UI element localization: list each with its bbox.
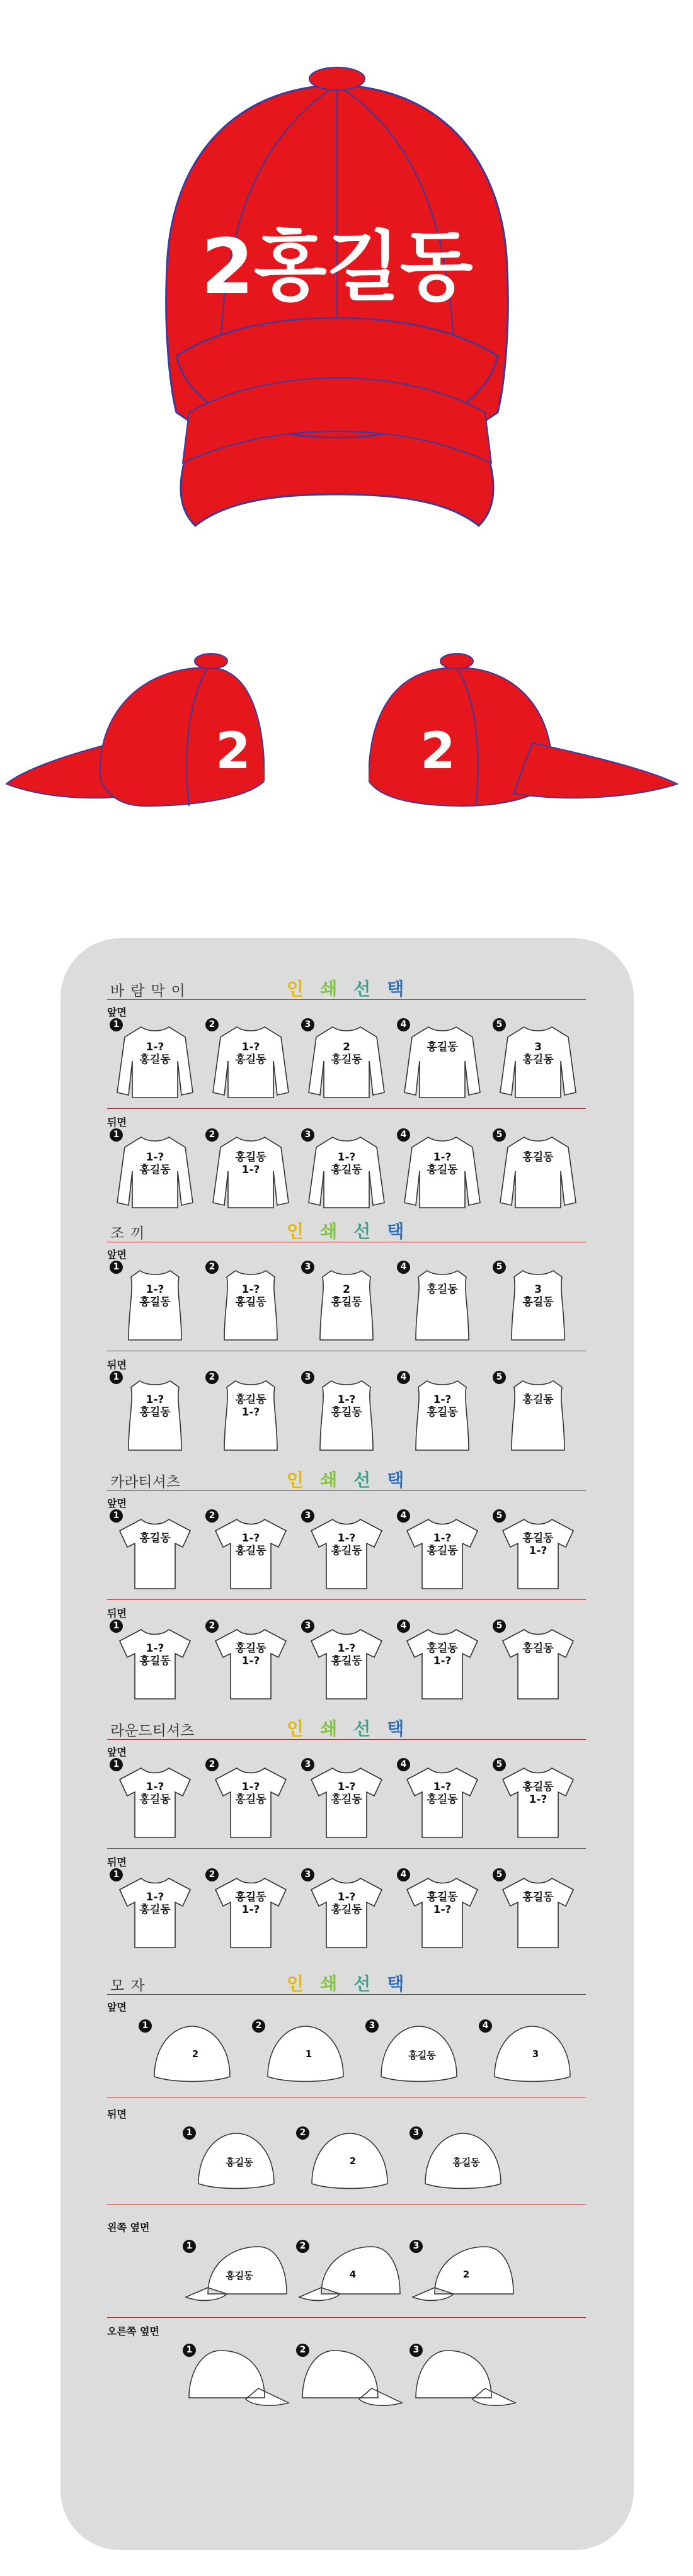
option-number-badge: 1 [139,2019,152,2033]
print-option-item[interactable] [203,1866,291,1954]
option-number-badge: 2 [205,1620,219,1633]
option-print-text: 홍길동 1-? [235,1642,266,1667]
print-select-title [287,1715,420,1740]
option-number-badge: 4 [397,1509,410,1523]
option-print-text: 홍길동 1-? [235,1151,266,1176]
print-option-item[interactable] [203,1368,291,1456]
section-title: 바람막이 [110,983,192,999]
option-print-text: 홍길동 1-? [522,1532,554,1557]
option-number-badge: 5 [493,1758,506,1771]
option-print-text: 2 [462,2269,470,2280]
option-number-badge: 5 [493,1128,506,1142]
print-option-item[interactable] [490,1126,578,1214]
option-print-text: 홍길동 1-? [235,1393,266,1419]
back-options-row [107,1617,586,1705]
option-number-badge: 4 [397,1018,410,1031]
print-option-item[interactable] [107,1617,195,1705]
print-option-item[interactable] [394,1756,483,1844]
cap-front-view [132,60,542,557]
print-select-title [287,1218,420,1243]
print-option-item[interactable] [490,1866,578,1954]
option-number-badge: 4 [397,1868,410,1881]
back-label: 뒤면 [107,1116,127,1128]
option-print-text: 1-? 홍길동 [139,1891,171,1916]
option-print-text: 1-? 홍길동 [139,1781,171,1806]
option-number-badge: 2 [205,1018,219,1031]
option-number-badge: 4 [397,1758,410,1771]
print-option-item[interactable] [394,1866,483,1954]
option-print-text: 홍길동 [139,1532,171,1545]
option-number-badge: 2 [205,1261,219,1274]
print-option-item[interactable] [299,1368,387,1456]
print-select-char: 쇄 [320,1718,354,1739]
option-print-text: 3 홍길동 [522,1041,554,1066]
print-option-item[interactable] [107,1756,195,1844]
option-number-badge: 2 [205,1128,219,1142]
shirt-shape [503,1630,573,1699]
option-print-text: 1-? 홍길동 [139,1393,171,1419]
option-number-badge: 1 [110,1509,123,1523]
print-option-item[interactable] [203,1258,291,1346]
shirt-outline [116,1514,194,1592]
print-option-item[interactable] [394,1368,483,1456]
option-number-badge: 1 [110,1018,123,1031]
option-print-text: 홍길동 [522,1642,554,1655]
front-options-row [107,1507,586,1595]
option-print-text: 2 [349,2155,357,2167]
section-divider [107,1490,586,1491]
option-number-badge: 3 [410,2126,423,2140]
print-option-item[interactable] [203,1756,291,1844]
print-option-item[interactable] [490,1016,578,1104]
option-print-text: 1-? 홍길동 [331,1781,362,1806]
print-option-item[interactable] [107,1126,195,1214]
front-options-row [107,1016,586,1104]
cap-option-item[interactable] [183,2341,290,2410]
option-number-badge: 1 [110,1620,123,1633]
option-print-text: 홍길동 [427,1283,458,1296]
option-number-badge: 2 [205,1371,219,1384]
option-number-badge: 5 [493,1371,506,1384]
right-label: 오른쪽 옆면 [107,2325,159,2337]
option-number-badge: 1 [183,2240,196,2253]
section-divider [107,999,586,1000]
print-option-item[interactable] [394,1258,483,1346]
option-print-text: 홍길동 [408,2050,436,2061]
print-select-title [287,1467,420,1492]
option-print-text: 1-? 홍길동 [235,1041,266,1066]
print-option-item[interactable] [394,1016,483,1104]
back-options-row [107,1866,586,1954]
option-number-badge: 4 [479,2019,492,2033]
section-divider [107,1739,586,1740]
print-select-char: 선 [353,1470,387,1490]
option-print-text: 2 [192,2048,199,2060]
option-print-text: 1-? 홍길동 [139,1642,171,1667]
option-print-text: 2 홍길동 [331,1041,362,1066]
cap-option-item[interactable] [183,2237,290,2306]
option-number-badge: 3 [410,2240,423,2253]
option-print-text: 1-? 홍길동 [331,1891,362,1916]
print-select-char: 선 [353,1718,387,1739]
option-print-text: 1-? 홍길동 [427,1532,458,1557]
tshirt-shape [503,1878,573,1948]
option-number-badge: 3 [301,1620,314,1633]
cap-option-item[interactable] [296,2237,403,2306]
print-option-item[interactable] [107,1507,195,1595]
cap-shape [189,2351,289,2405]
option-number-badge: 1 [183,2126,196,2140]
back-label: 뒤면 [107,1359,127,1371]
print-option-item[interactable] [394,1126,483,1214]
print-option-item[interactable] [203,1617,291,1705]
shirt-outline [499,1625,577,1703]
print-select-char: 쇄 [320,1221,354,1242]
option-number-badge: 2 [296,2126,309,2140]
print-select-char: 쇄 [320,979,354,999]
option-number-badge: 2 [252,2019,265,2033]
cap-button [440,654,473,669]
cap-option-item[interactable] [296,2124,403,2193]
cap-option-item[interactable] [252,2017,359,2086]
left-label: 왼쪽 옆면 [107,2221,150,2233]
option-print-text: 홍길동 [522,1393,554,1406]
section-title: 카라티셔츠 [110,1474,181,1490]
option-print-text: 1-? 홍길동 [235,1532,266,1557]
print-option-item[interactable] [394,1507,483,1595]
print-option-item[interactable] [299,1258,387,1346]
option-number-badge: 3 [365,2019,379,2033]
option-number-badge: 2 [296,2240,309,2253]
print-option-item[interactable] [490,1617,578,1705]
print-select-char: 쇄 [320,1973,354,1994]
option-number-badge: 2 [205,1868,219,1881]
front-label: 앞면 [107,1746,127,1758]
print-select-char: 선 [353,1221,387,1242]
cap-front-text: 2홍길동 [201,224,473,311]
option-number-badge: 1 [110,1868,123,1881]
option-print-text: 1-? 홍길동 [139,1283,171,1308]
windbreaker-outline [499,1133,577,1211]
print-option-item[interactable] [299,1016,387,1104]
cap-button [309,67,365,90]
back-label: 뒤면 [107,1856,127,1868]
option-number-badge: 3 [301,1128,314,1142]
print-option-item[interactable] [203,1016,291,1104]
print-select-char: 선 [353,979,387,999]
front-cap-options-row [107,2017,586,2092]
option-number-badge: 5 [493,1018,506,1031]
cap-shape [416,2351,515,2405]
print-select-char: 택 [387,1718,421,1739]
print-select-char: 택 [387,1470,421,1490]
option-print-text: 1-? 홍길동 [139,1041,171,1066]
cap-option-item[interactable] [410,2124,517,2193]
section-title: 라운드티셔츠 [110,1723,195,1739]
option-number-badge: 3 [301,1371,314,1384]
cap-button [195,654,227,669]
print-option-item[interactable] [107,1368,195,1456]
option-print-text: 3 [532,2048,539,2060]
tshirt-outline [499,1873,577,1951]
option-number-badge: 4 [397,1128,410,1142]
cap-option-item[interactable] [479,2017,586,2086]
option-print-text: 1-? 홍길동 [331,1151,362,1176]
option-number-badge: 4 [397,1371,410,1384]
option-print-text: 1 [305,2048,312,2060]
option-print-text: 2 홍길동 [331,1283,362,1308]
option-print-text: 홍길동 [226,2270,253,2281]
option-print-text: 홍길동 1-? [235,1891,266,1916]
option-print-text: 1-? 홍길동 [331,1532,362,1557]
cap-left-number: 2 [215,722,251,780]
front-label: 앞면 [107,1006,127,1018]
row-divider [107,1108,586,1109]
section-divider [107,1994,586,1995]
row-divider [107,2317,586,2318]
option-number-badge: 1 [110,1261,123,1274]
windbreaker-shape [500,1137,576,1208]
print-option-item[interactable] [107,1866,195,1954]
print-option-item[interactable] [299,1756,387,1844]
print-select-char: 인 [287,979,321,999]
print-select-char: 택 [387,979,421,999]
row-divider [107,1848,586,1849]
front-label: 앞면 [107,2001,127,2013]
vest-shape [512,1381,564,1450]
option-print-text: 1-? 홍길동 [427,1781,458,1806]
option-number-badge: 5 [493,1509,506,1523]
section-title: 모자 [110,1978,151,1994]
print-option-item[interactable] [299,1866,387,1954]
front-label: 앞면 [107,1497,127,1509]
option-print-text: 3 홍길동 [522,1283,554,1308]
print-select-char: 인 [287,1221,321,1242]
option-number-badge: 5 [493,1868,506,1881]
option-number-badge: 3 [301,1018,314,1031]
cap-outline [183,2341,290,2410]
cap-option-item[interactable] [183,2124,290,2193]
option-number-badge: 3 [301,1261,314,1274]
print-option-item[interactable] [203,1507,291,1595]
vest-outline [499,1376,577,1454]
option-print-text: 홍길동 [522,1891,554,1904]
print-select-title [287,975,420,1001]
print-select-char: 인 [287,1470,321,1490]
option-number-badge: 1 [110,1371,123,1384]
left-cap-options-row [107,2237,586,2313]
option-number-badge: 1 [110,1758,123,1771]
print-select-char: 택 [387,1973,421,1994]
option-print-text: 홍길동 1-? [427,1642,458,1667]
option-number-badge: 1 [110,1128,123,1142]
section-title: 조끼 [110,1225,151,1242]
option-print-text: 홍길동 [226,2157,253,2168]
print-option-item[interactable] [490,1258,578,1346]
print-option-item[interactable] [299,1126,387,1214]
print-option-item[interactable] [299,1507,387,1595]
option-print-text: 홍길동 1-? [522,1781,554,1806]
option-number-badge: 4 [397,1620,410,1633]
option-number-badge: 3 [301,1509,314,1523]
back-label: 뒤면 [107,2108,127,2120]
option-print-text: 1-? 홍길동 [139,1151,171,1176]
back-label: 뒤면 [107,1608,127,1620]
row-divider [107,1599,586,1600]
front-options-row [107,1258,586,1346]
option-print-text: 4 [349,2269,357,2280]
option-number-badge: 2 [296,2344,309,2357]
print-select-char: 인 [287,1718,321,1739]
right-cap-options-row [107,2341,586,2417]
option-print-text: 홍길동 [452,2157,480,2168]
option-print-text: 홍길동 1-? [427,1891,458,1916]
cap-right-side-view [369,623,684,831]
option-number-badge: 5 [493,1620,506,1633]
print-option-item[interactable] [490,1507,578,1595]
cap-option-item[interactable] [139,2017,246,2086]
windbreaker-outline [403,1023,481,1101]
back-options-row [107,1126,586,1214]
print-option-item[interactable] [203,1126,291,1214]
windbreaker-shape [404,1027,480,1098]
cap-shape [302,2351,402,2405]
option-print-text: 1-? 홍길동 [427,1393,458,1419]
option-number-badge: 5 [493,1261,506,1274]
shirt-shape [120,1519,190,1589]
cap-right-number: 2 [420,722,455,780]
option-number-badge: 3 [301,1758,314,1771]
print-select-char: 선 [353,1973,387,1994]
option-number-badge: 4 [397,1261,410,1274]
print-option-item[interactable] [490,1756,578,1844]
option-print-text: 1-? 홍길동 [235,1283,266,1308]
print-select-title [287,1970,420,1995]
print-select-char: 택 [387,1221,421,1242]
back-options-row [107,1368,586,1456]
cap-option-item[interactable] [410,2341,517,2410]
option-print-text: 홍길동 [522,1151,554,1164]
option-number-badge: 2 [205,1758,219,1771]
cap-outline [410,2341,517,2410]
vest-outline [403,1266,481,1344]
option-number-badge: 2 [205,1509,219,1523]
print-option-item[interactable] [107,1016,195,1104]
front-label: 앞면 [107,1249,127,1261]
cap-option-item[interactable] [296,2341,403,2410]
cap-outline [296,2341,403,2410]
option-print-text: 1-? 홍길동 [427,1151,458,1176]
option-print-text: 홍길동 [427,1041,458,1053]
front-options-row [107,1756,586,1844]
print-select-char: 쇄 [320,1470,354,1490]
print-option-item[interactable] [107,1258,195,1346]
option-number-badge: 1 [183,2344,196,2357]
option-print-text: 1-? 홍길동 [331,1642,362,1667]
print-select-char: 인 [287,1973,321,1994]
cap-option-item[interactable] [410,2237,517,2306]
cap-visor [513,743,677,798]
print-option-item[interactable] [490,1368,578,1456]
option-number-badge: 3 [410,2344,423,2357]
back-cap-options-row [107,2124,586,2199]
print-option-item[interactable] [394,1617,483,1705]
option-print-text: 1-? 홍길동 [235,1781,266,1806]
option-number-badge: 3 [301,1868,314,1881]
option-print-text: 1-? 홍길동 [331,1393,362,1419]
vest-shape [416,1271,469,1340]
print-option-item[interactable] [299,1617,387,1705]
cap-left-side-view [0,623,265,831]
cap-option-item[interactable] [365,2017,472,2086]
